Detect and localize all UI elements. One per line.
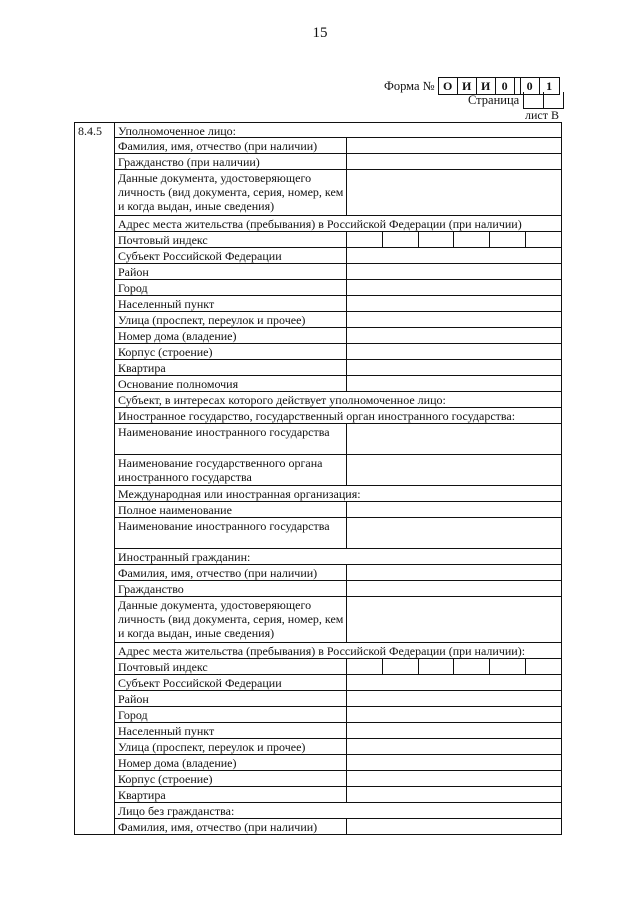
row-label: Данные документа, удостоверяющего личность (вид документа, серия, номер, кем и когда выдан, иные сведения)	[115, 170, 347, 215]
sheet-label: лист В	[525, 108, 559, 122]
form-code-cell: И	[458, 78, 477, 94]
form-row	[115, 691, 561, 707]
page-field	[468, 92, 564, 108]
row-label: Почтовый индекс	[115, 659, 347, 674]
row-value-field[interactable]	[347, 581, 561, 596]
row-value-field[interactable]	[347, 739, 561, 754]
form-row	[115, 408, 561, 424]
row-label: Квартира	[115, 787, 347, 802]
form-row	[115, 755, 561, 771]
row-value-field[interactable]	[347, 707, 561, 722]
row-label: Наименование иностранного государства	[115, 518, 347, 548]
form-row	[115, 739, 561, 755]
postal-digit-cell[interactable]	[419, 659, 455, 674]
row-label: Населенный пункт	[115, 723, 347, 738]
form-row	[115, 707, 561, 723]
form-table	[74, 122, 562, 835]
postal-digit-cell[interactable]	[490, 659, 526, 674]
row-value-field[interactable]	[347, 518, 561, 548]
form-label: Форма №	[384, 78, 435, 93]
row-label: Гражданство	[115, 581, 347, 596]
form-row	[115, 518, 561, 549]
row-label: Район	[115, 264, 347, 279]
row-value-field[interactable]	[347, 597, 561, 642]
row-label: Населенный пункт	[115, 296, 347, 311]
row-value-field[interactable]	[347, 312, 561, 327]
row-label: Субъект, в интересах которого действует уполномоченное лицо:	[118, 393, 446, 407]
postal-code-cells	[347, 659, 561, 674]
form-code-cell: О	[439, 78, 458, 94]
postal-digit-cell[interactable]	[383, 659, 419, 674]
form-row	[115, 328, 561, 344]
row-label: Субъект Российской Федерации	[115, 675, 347, 690]
form-rows	[115, 123, 561, 834]
row-value-field[interactable]	[347, 424, 561, 454]
row-label: Корпус (строение)	[115, 771, 347, 786]
postal-digit-cell[interactable]	[419, 232, 455, 247]
form-row	[115, 392, 561, 408]
row-label: Номер дома (владение)	[115, 328, 347, 343]
row-value-field[interactable]	[347, 771, 561, 786]
row-value-field[interactable]	[347, 819, 561, 834]
page-number: 15	[312, 25, 328, 41]
row-label: Адрес места жительства (пребывания) в Российской Федерации (при наличии)	[118, 217, 522, 231]
postal-digit-cell[interactable]	[526, 232, 561, 247]
form-row	[115, 771, 561, 787]
page-number-cells[interactable]	[523, 92, 564, 109]
form-row	[115, 787, 561, 803]
form-row	[115, 549, 561, 565]
form-row	[115, 565, 561, 581]
form-row	[115, 248, 561, 264]
form-row	[115, 723, 561, 739]
row-value-field[interactable]	[347, 328, 561, 343]
section-number: 8.4.5	[75, 123, 115, 834]
form-row	[115, 659, 561, 675]
row-label: Квартира	[115, 360, 347, 375]
form-row	[115, 675, 561, 691]
form-row	[115, 502, 561, 518]
row-value-field[interactable]	[347, 787, 561, 802]
form-row	[115, 344, 561, 360]
postal-digit-cell[interactable]	[383, 232, 419, 247]
row-value-field[interactable]	[347, 502, 561, 517]
form-row	[115, 486, 561, 502]
row-label: Город	[115, 280, 347, 295]
form-row	[115, 803, 561, 819]
postal-digit-cell[interactable]	[490, 232, 526, 247]
form-row	[115, 154, 561, 170]
form-row	[115, 643, 561, 659]
row-label: Район	[115, 691, 347, 706]
row-value-field[interactable]	[347, 138, 561, 153]
form-code-cell: И	[477, 78, 496, 94]
postal-digit-cell[interactable]	[454, 232, 490, 247]
row-value-field[interactable]	[347, 360, 561, 375]
form-row	[115, 280, 561, 296]
row-value-field[interactable]	[347, 170, 561, 215]
row-label: Иностранный гражданин:	[118, 550, 251, 564]
row-label: Фамилия, имя, отчество (при наличии)	[115, 138, 347, 153]
form-row	[115, 819, 561, 834]
row-label: Фамилия, имя, отчество (при наличии)	[115, 565, 347, 580]
postal-digit-cell[interactable]	[347, 659, 383, 674]
row-label: Корпус (строение)	[115, 344, 347, 359]
row-value-field[interactable]	[347, 154, 561, 169]
postal-digit-cell[interactable]	[454, 659, 490, 674]
row-label: Основание полномочия	[115, 376, 347, 391]
form-row	[115, 376, 561, 392]
row-value-field[interactable]	[347, 280, 561, 295]
row-label: Почтовый индекс	[115, 232, 347, 247]
row-label: Фамилия, имя, отчество (при наличии)	[115, 819, 347, 834]
row-value-field[interactable]	[347, 723, 561, 738]
page-label: Страница	[468, 92, 520, 107]
row-label: Уполномоченное лицо:	[118, 124, 237, 138]
form-row	[115, 264, 561, 280]
row-value-field[interactable]	[347, 376, 561, 391]
row-value-field[interactable]	[347, 264, 561, 279]
row-label: Полное наименование	[115, 502, 347, 517]
row-label: Улица (проспект, переулок и прочее)	[115, 312, 347, 327]
row-label: Город	[115, 707, 347, 722]
row-value-field[interactable]	[347, 248, 561, 263]
row-value-field[interactable]	[347, 691, 561, 706]
form-row	[115, 170, 561, 216]
postal-digit-cell[interactable]	[347, 232, 383, 247]
postal-digit-cell[interactable]	[526, 659, 561, 674]
form-row	[115, 597, 561, 643]
form-row	[115, 312, 561, 328]
row-label: Адрес места жительства (пребывания) в Российской Федерации (при наличии):	[118, 644, 526, 658]
form-row	[115, 296, 561, 312]
row-label: Наименование иностранного государства	[115, 424, 347, 454]
row-label: Международная или иностранная организация:	[118, 487, 361, 501]
form-row	[115, 138, 561, 154]
form-row	[115, 216, 561, 232]
row-label: Номер дома (владение)	[115, 755, 347, 770]
row-value-field[interactable]	[347, 675, 561, 690]
form-row	[115, 581, 561, 597]
row-label: Иностранное государство, государственный орган иностранного государства:	[118, 409, 516, 423]
form-row	[115, 232, 561, 248]
form-row	[115, 360, 561, 376]
row-label: Улица (проспект, переулок и прочее)	[115, 739, 347, 754]
row-label: Наименование государственного органа иностранного государства	[115, 455, 347, 485]
row-value-field[interactable]	[347, 296, 561, 311]
form-code-cell: 1	[546, 79, 553, 93]
form-code-cell: 0	[521, 78, 540, 94]
form-code-cell: 0	[496, 78, 515, 94]
row-value-field[interactable]	[347, 455, 561, 485]
postal-code-cells	[347, 232, 561, 247]
form-row	[115, 424, 561, 455]
form-row	[115, 123, 561, 138]
row-label: Гражданство (при наличии)	[115, 154, 347, 169]
row-value-field[interactable]	[347, 755, 561, 770]
row-value-field[interactable]	[347, 565, 561, 580]
row-label: Данные документа, удостоверяющего личность (вид документа, серия, номер, кем и когда выдан, иные сведения)	[115, 597, 347, 642]
row-label: Лицо без гражданства:	[118, 804, 235, 818]
row-label: Субъект Российской Федерации	[115, 248, 347, 263]
row-value-field[interactable]	[347, 344, 561, 359]
form-row	[115, 455, 561, 486]
